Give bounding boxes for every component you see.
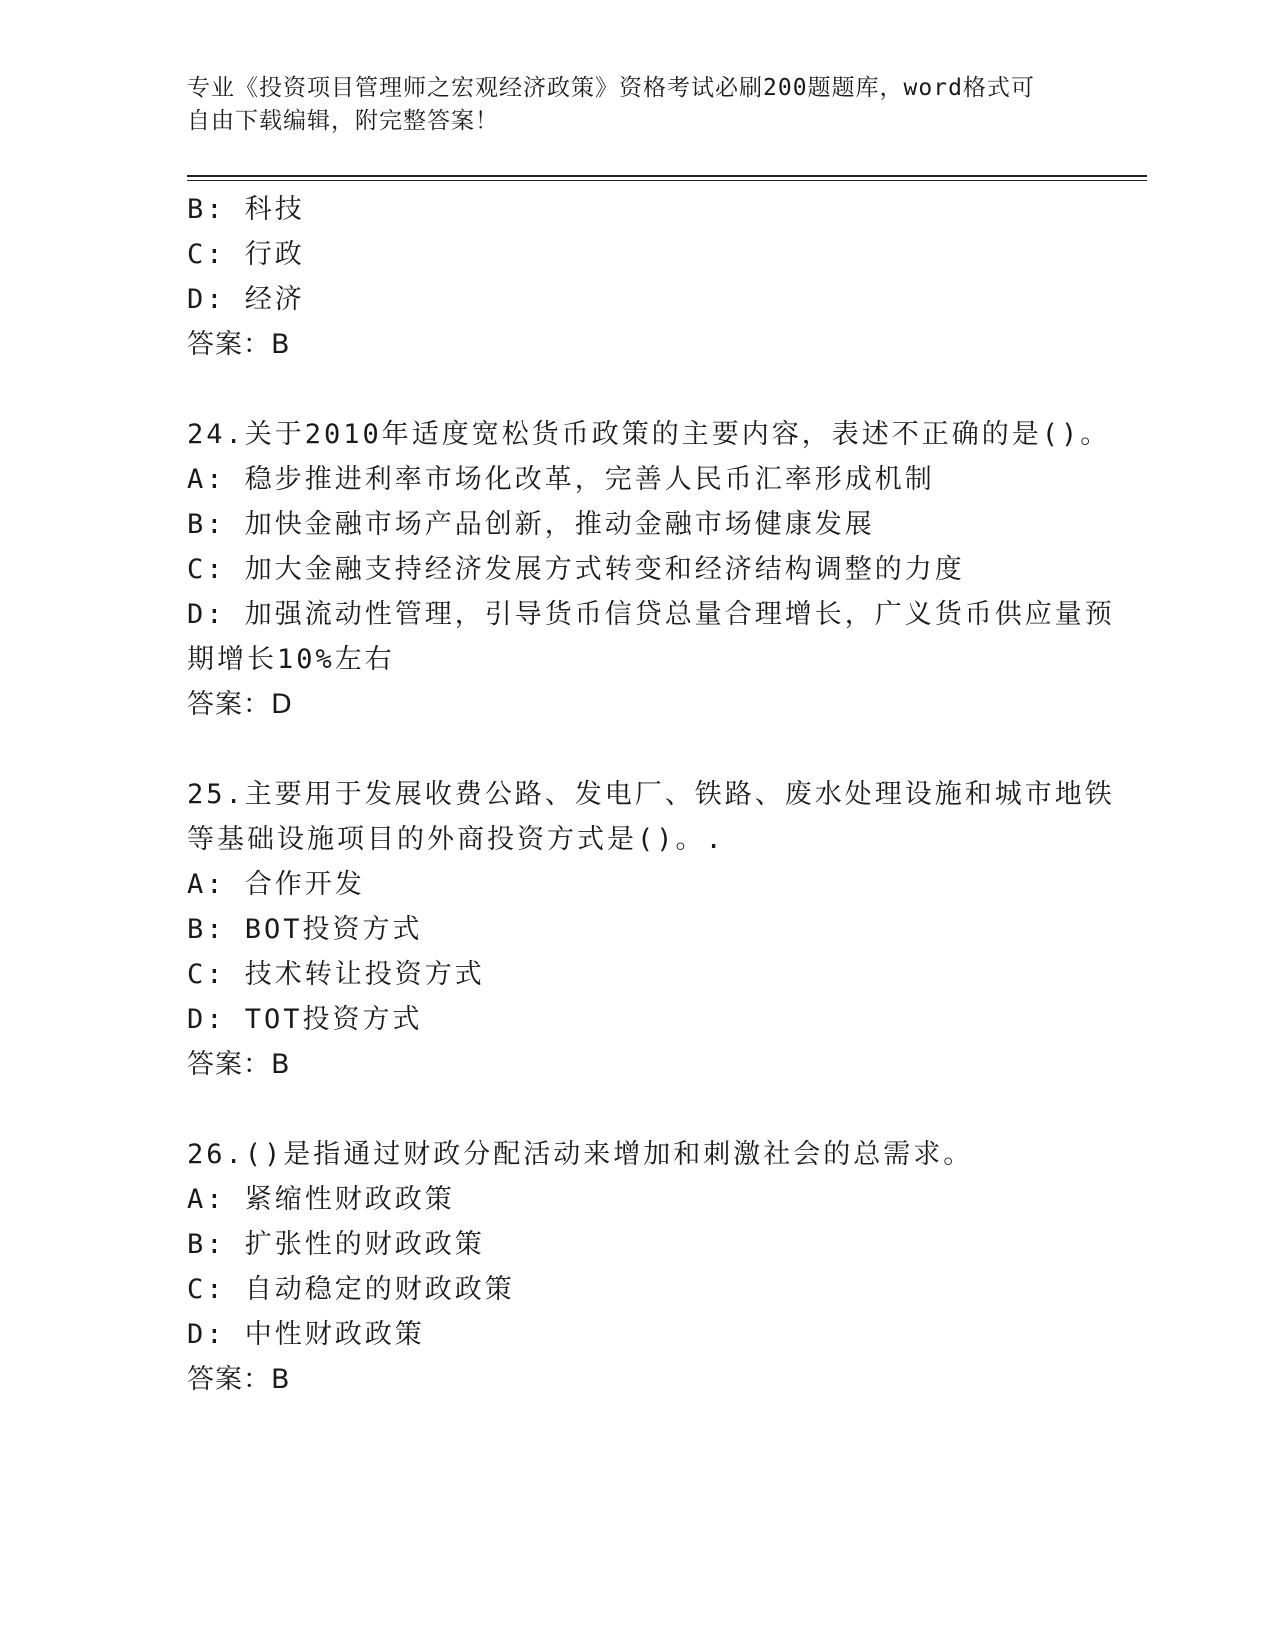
answer-line: 答案：D xyxy=(187,689,293,720)
spacer xyxy=(187,367,1087,412)
header-title-line-1: 专业《投资项目管理师之宏观经济政策》资格考试必刷200题题库，word格式可 xyxy=(187,75,1035,101)
header-title-line-2: 自由下载编辑，附完整答案！ xyxy=(187,108,499,134)
option-b: B: BOT投资方式 xyxy=(187,914,423,945)
answer-line: 答案：B xyxy=(187,329,291,360)
option-c: C: 加大金融支持经济发展方式转变和经济结构调整的力度 xyxy=(187,554,965,585)
option-d: D: TOT投资方式 xyxy=(187,1004,423,1035)
option-c: C: 自动稳定的财政政策 xyxy=(187,1274,515,1305)
header-divider-thick xyxy=(187,175,1147,177)
question-25 xyxy=(187,772,1115,1087)
option-b: B: 科技 xyxy=(187,194,305,225)
option-d: D: 中性财政政策 xyxy=(187,1319,425,1350)
option-b: B: 加快金融市场产品创新，推动金融市场健康发展 xyxy=(187,509,875,540)
question-stem: 26.()是指通过财政分配活动来增加和刺激社会的总需求。 xyxy=(187,1139,974,1170)
option-c: C: 行政 xyxy=(187,239,305,270)
question-23-tail xyxy=(187,187,1087,367)
option-a: A: 紧缩性财政政策 xyxy=(187,1184,455,1215)
option-c: C: 技术转让投资方式 xyxy=(187,959,485,990)
question-stem-continued: 等基础设施项目的外商投资方式是()。. xyxy=(187,824,725,855)
question-list xyxy=(187,187,1115,1402)
question-stem: 25.主要用于发展收费公路、发电厂、铁路、废水处理设施和城市地铁 xyxy=(187,779,1115,810)
option-d: D: 经济 xyxy=(187,284,305,315)
question-26 xyxy=(187,1132,1087,1402)
spacer xyxy=(187,1087,1087,1132)
option-d-continued: 期增长10%左右 xyxy=(187,644,395,675)
answer-line: 答案：B xyxy=(187,1049,291,1080)
option-b: B: 扩张性的财政政策 xyxy=(187,1229,485,1260)
question-24 xyxy=(187,412,1115,727)
question-stem: 24.关于2010年适度宽松货币政策的主要内容，表述不正确的是()。 xyxy=(187,419,1111,450)
answer-line: 答案：B xyxy=(187,1364,291,1395)
option-d: D: 加强流动性管理，引导货币信贷总量合理增长，广义货币供应量预 xyxy=(187,599,1115,630)
header-divider-thin xyxy=(187,180,1147,181)
spacer xyxy=(187,727,1087,772)
option-a: A: 合作开发 xyxy=(187,869,365,900)
document-header xyxy=(187,72,1067,138)
option-a: A: 稳步推进利率市场化改革，完善人民币汇率形成机制 xyxy=(187,464,935,495)
